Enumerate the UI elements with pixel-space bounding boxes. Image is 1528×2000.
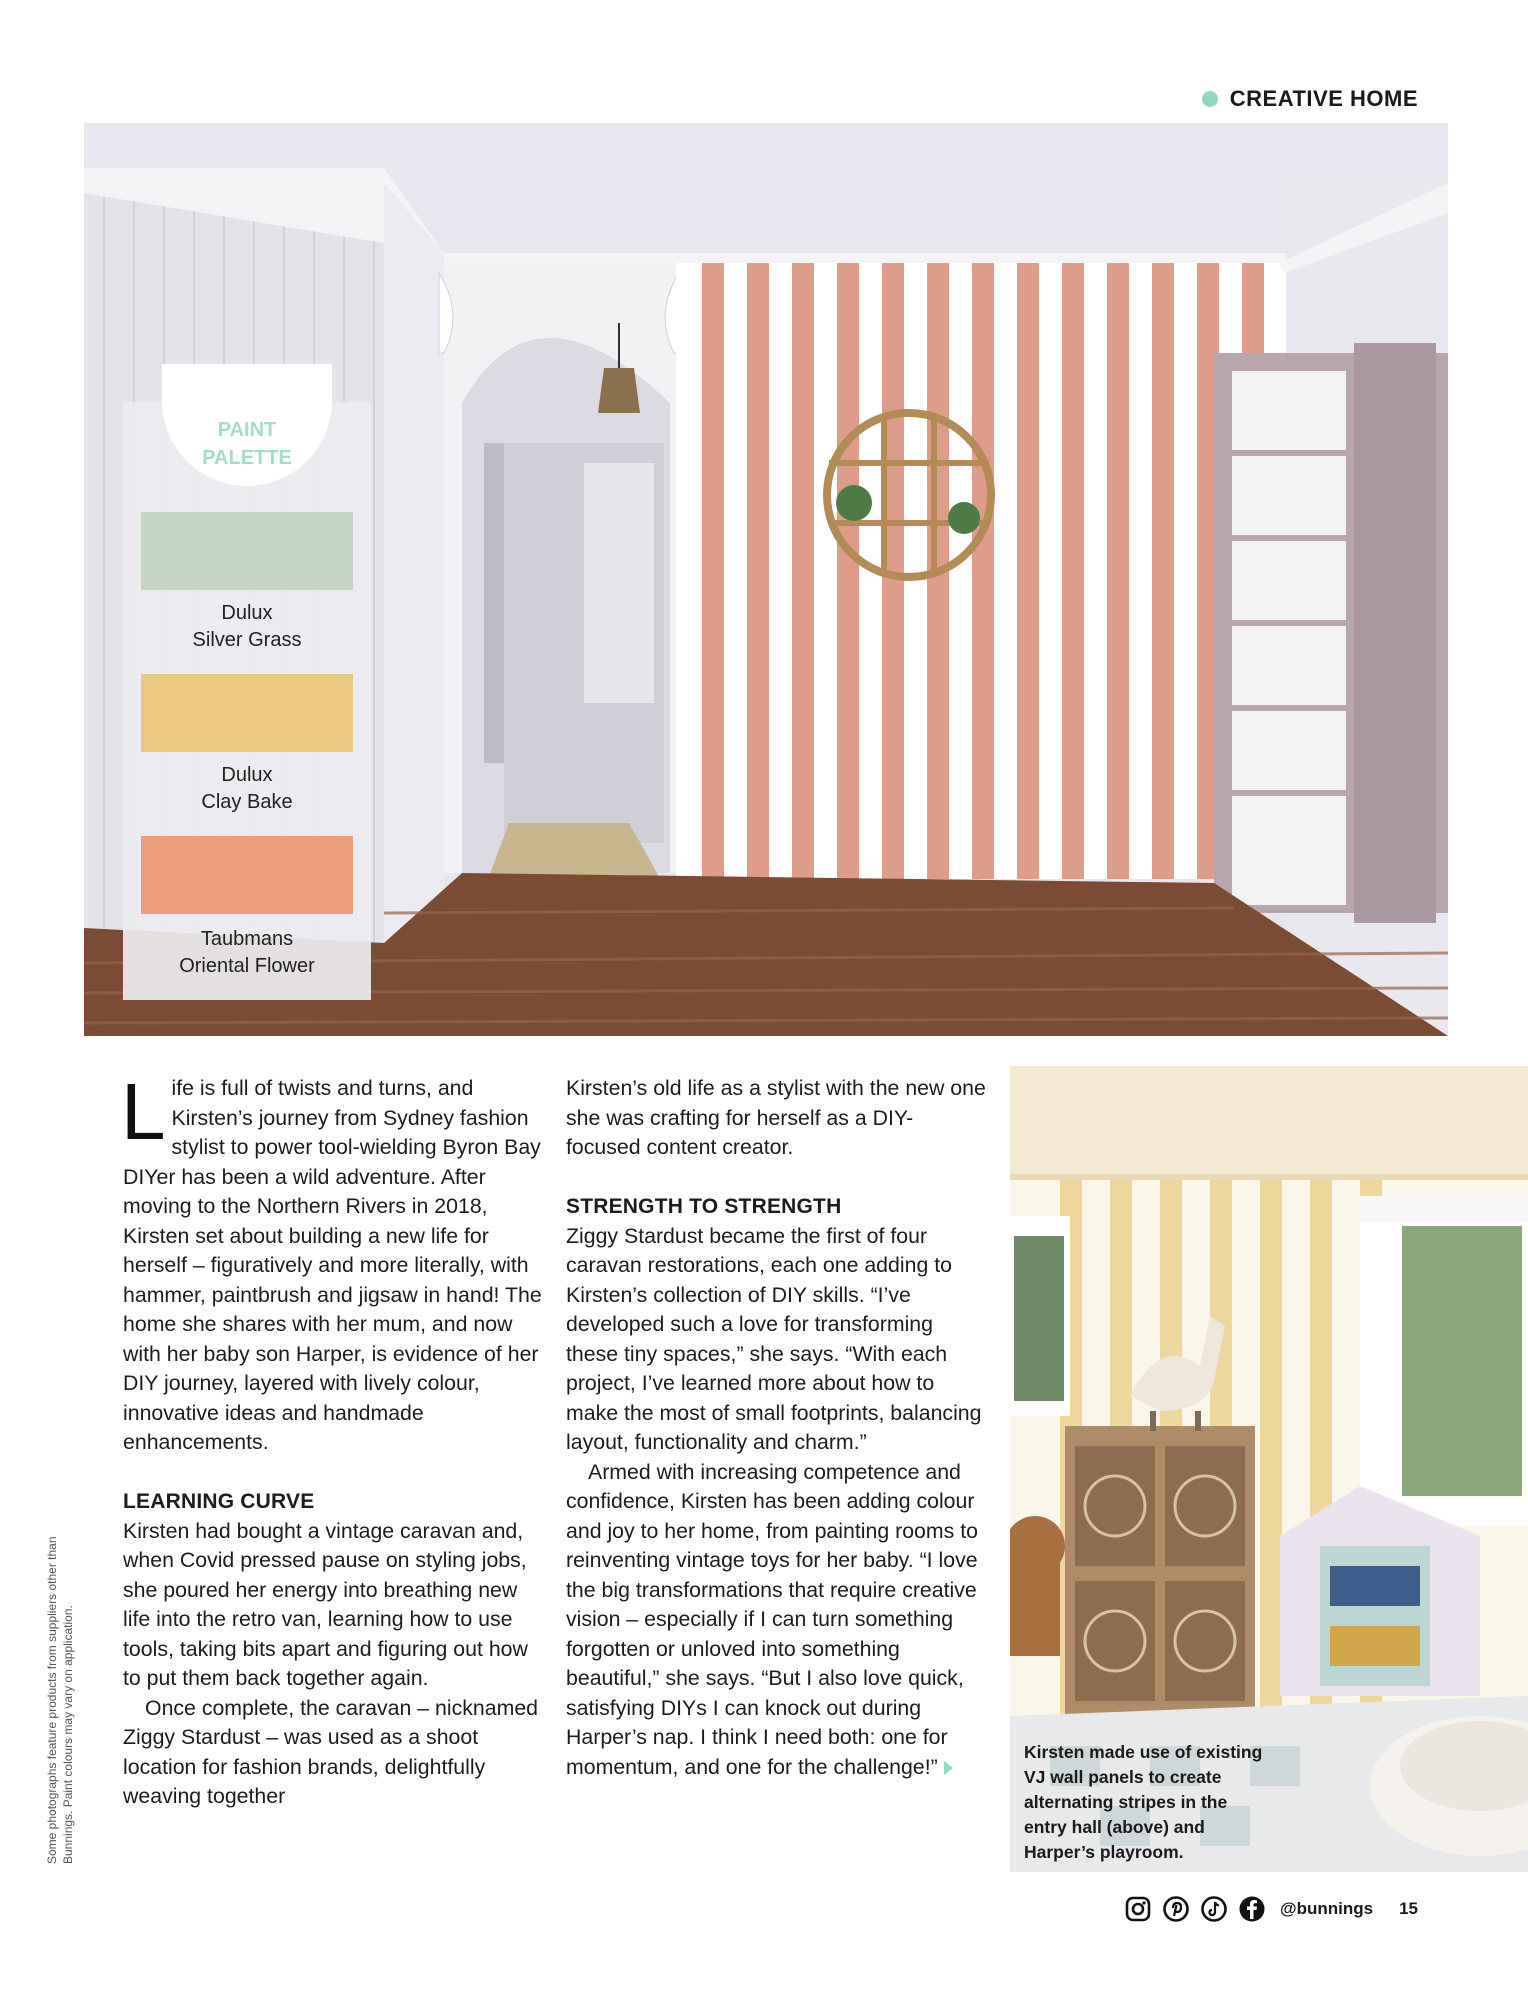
continue-arrow-icon: [944, 1761, 953, 1775]
article-column-middle: [566, 1074, 986, 1782]
swatch-brand: Dulux: [221, 764, 273, 786]
social-handle: @bunnings: [1280, 1899, 1374, 1918]
section-dot-icon: [1202, 91, 1218, 107]
swatch-name: Oriental Flower: [179, 955, 315, 977]
swatch-silver-grass: [141, 512, 353, 590]
article-paragraph: Kirsten had bought a vintage caravan and, when Covid pressed pause on styling jobs, she poured her energy into breathing new life into the retro van, learning how to use tools, taking bits apart and figuring out how to put them back together again.: [123, 1518, 528, 1690]
article-paragraph: Ziggy Stardust became the first of four caravan restorations, each one adding to Kirsten’s collection of DIY skills. “I’ve developed such a love for transforming these tiny spaces,” she says. “With each project, I’ve learned more about how to make the most of small footprints, balancing layout, functionality and charm.”: [566, 1223, 982, 1454]
swatch-name: Silver Grass: [192, 629, 302, 651]
swatch-label-clay-bake: [123, 762, 371, 816]
article-intro-text: ife is full of twists and turns, and Kirsten’s journey from Sydney fashion stylist to power tool-wielding Byron Bay DIYer has been a wild adventure. After moving to the Northern Rivers in 2018, Kirsten set about building a new life for herself – figuratively and more literally, with hammer, paintbrush and jigsaw in hand! The home she shares with her mum, and now with her baby son Harper, is evidence of her DIY journey, layered with lively colour, innovative ideas and handmade enhancements.: [123, 1076, 542, 1454]
article-paragraph: [566, 1458, 986, 1783]
article-column-left: [121, 1067, 543, 1812]
paint-palette-title-line2: PALETTE: [202, 447, 292, 469]
article-paragraph: Once complete, the caravan – nicknamed Ziggy Stardust – was used as a shoot location for fashion brands, delightfully weaving together: [123, 1695, 539, 1808]
swatch-label-oriental-flower: [123, 926, 371, 980]
article-paragraph-text: Armed with increasing competence and confidence, Kirsten has been adding colour and joy to her home, from painting rooms to reinventing vintage toys for her baby. “I love the big transformations that require creative vision – especially if I can turn something forgotten or unloved into something beautiful,” she says. “But I also love quick, satisfying DIYs I can knock out during Harper’s nap. I think I need both: one for momentum, and one for the challenge!”: [566, 1459, 978, 1779]
swatch-brand: Dulux: [221, 602, 273, 624]
paint-palette-badge: [162, 364, 332, 486]
pinterest-icon[interactable]: [1162, 1895, 1190, 1923]
swatch-label-silver-grass: [123, 600, 371, 654]
section-label: CREATIVE HOME: [1229, 86, 1418, 111]
tiktok-icon[interactable]: [1200, 1895, 1228, 1923]
swatch-brand: Taubmans: [200, 928, 294, 950]
hero-photo: [84, 123, 1448, 1036]
section-tag: [1202, 86, 1418, 112]
article-intro: [121, 1067, 543, 1458]
page-footer: [1124, 1895, 1418, 1923]
paint-palette-panel: [123, 402, 371, 1000]
heading-strength-to-strength: STRENGTH TO STRENGTH: [566, 1195, 842, 1218]
swatch-oriental-flower: [141, 836, 353, 914]
heading-learning-curve: LEARNING CURVE: [123, 1490, 315, 1513]
paint-palette-title-line1: PAINT: [217, 419, 277, 441]
swatch-name: Clay Bake: [201, 791, 293, 813]
article-paragraph: Kirsten’s old life as a stylist with the new one she was crafting for herself as a DIY-focused content creator.: [566, 1076, 986, 1159]
photo-caption: Kirsten made use of existing VJ wall panels to create alternating stripes in the entry hall (above) and Harper’s playroom.: [1024, 1742, 1263, 1862]
facebook-icon[interactable]: [1238, 1895, 1266, 1923]
playroom-photo: [1010, 1066, 1528, 1872]
swatch-clay-bake: [141, 674, 353, 752]
dropcap: L: [121, 1067, 166, 1156]
page-number: 15: [1399, 1899, 1418, 1918]
instagram-icon[interactable]: [1124, 1895, 1152, 1923]
side-note: Some photographs feature products from suppliers other than Bunnings. Paint colours may vary on application.: [45, 1536, 75, 1864]
